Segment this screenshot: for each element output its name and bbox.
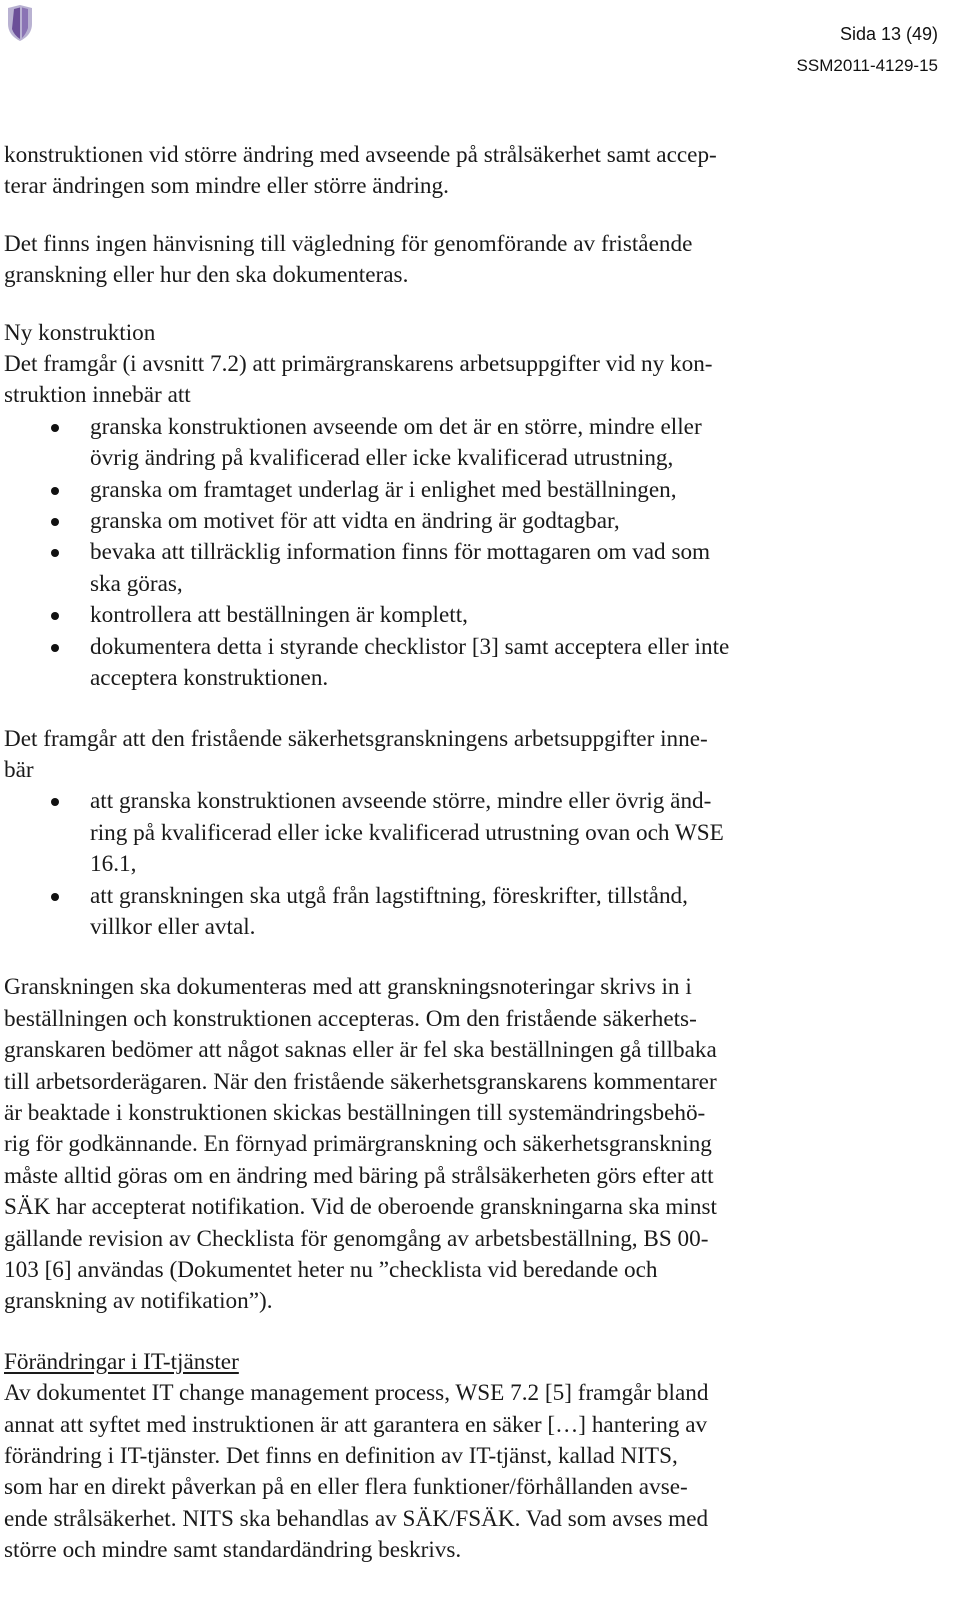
bullet-icon [51, 798, 59, 806]
text-line: terar ändringen som mindre eller större ändring. [4, 173, 449, 200]
list-item [4, 786, 834, 880]
bullet-icon [51, 424, 59, 432]
text-line: struktion innebär att [4, 382, 191, 409]
text-line: som har en direkt påverkan på en eller flera funktioner/förhållanden avse- [4, 1474, 688, 1501]
text-line: dokumentera detta i styrande checklistor [3] samt acceptera eller inte [90, 633, 730, 660]
text-line: att granskningen ska utgå från lagstiftning, föreskrifter, tillstånd, [90, 882, 688, 909]
page-number: Sida 13 (49) [839, 24, 938, 44]
bullet-icon [51, 549, 59, 557]
list-item [4, 506, 834, 537]
text-line: bevaka att tillräcklig information finns för mottagaren om vad som [90, 539, 711, 566]
text-line: rig för godkännande. En förnyad primärgranskning och säkerhetsgranskning [4, 1131, 712, 1158]
text-line: Det finns ingen hänvisning till vägledning för genomförande av fristående [4, 230, 693, 257]
paragraph-3 [4, 349, 834, 412]
text-line: förändring i IT-tjänster. Det finns en definition av IT-tjänst, kallad NITS, [4, 1443, 678, 1470]
text-line: villkor eller avtal. [90, 913, 256, 940]
bullet-icon [51, 893, 59, 901]
text-line: konstruktionen vid större ändring med avseende på strålsäkerhet samt accep- [4, 142, 717, 168]
text-line: granska om framtaget underlag är i enlighet med beställningen, [90, 476, 677, 503]
list-item [4, 412, 834, 475]
paragraph-1 [4, 140, 834, 203]
text-line: att granska konstruktionen avseende större, mindre eller övrig änd- [90, 788, 712, 815]
list-item [4, 632, 834, 695]
text-line: ende strålsäkerhet. NITS ska behandlas av SÄK/FSÄK. Vad som avses med [4, 1505, 709, 1532]
section-heading-it-changes: Förändringar i IT-tjänster [4, 1348, 239, 1375]
text-line: granska konstruktionen avseende om det är en större, mindre eller [90, 413, 702, 440]
text-line: Det framgår (i avsnitt 7.2) att primärgranskarens arbetsuppgifter vid ny kon- [4, 351, 713, 378]
list-item [4, 600, 834, 631]
bullet-icon [51, 612, 59, 620]
text-line: kontrollera att beställningen är komplett, [90, 602, 468, 629]
text-line: acceptera konstruktionen. [90, 665, 329, 692]
bullet-icon [51, 518, 59, 526]
text-line: granskning av notifikation”). [4, 1288, 273, 1315]
text-line: större och mindre samt standardändring beskrivs. [4, 1537, 462, 1564]
text-line: måste alltid göras om en ändring med bäring på strålsäkerheten görs efter att [4, 1162, 714, 1189]
text-line: annat att syftet med instruktionen är att garantera en säker […] hantering av [4, 1411, 708, 1438]
text-line: granskning eller hur den ska dokumenteras. [4, 262, 409, 289]
page-header [797, 22, 938, 79]
text-line: övrig ändring på kvalificerad eller icke kvalificerad utrustning, [90, 445, 674, 472]
safety-review-task-list [4, 786, 834, 943]
text-line: Granskningen ska dokumenteras med att granskningsnoteringar skrivs in i [4, 974, 692, 1001]
text-line: Av dokumentet IT change management process, WSE 7.2 [5] framgår bland [4, 1380, 709, 1407]
primary-review-task-list [4, 412, 834, 695]
paragraph-6 [4, 1378, 834, 1566]
text-line: granska om motivet för att vidta en ändring är godtagbar, [90, 508, 620, 535]
text-line: 103 [6] användas (Dokumentet heter nu ”checklista vid beredande och [4, 1257, 658, 1283]
text-line: Det framgår att den fristående säkerhetsgranskningens arbetsuppgifter inne- [4, 725, 708, 752]
text-line: till arbetsorderägaren. När den fristående säkerhetsgranskarens kommentarer [4, 1068, 717, 1095]
paragraph-5 [4, 972, 834, 1317]
list-item [4, 537, 834, 600]
bullet-icon [51, 487, 59, 495]
section-heading-new-construction: Ny konstruktion [4, 319, 156, 346]
text-line: 16.1, [90, 851, 137, 878]
bullet-icon [51, 644, 59, 652]
organization-logo [6, 4, 34, 42]
text-line: beställningen och konstruktionen accepteras. Om den fristående säkerhets- [4, 1005, 697, 1032]
list-item [4, 475, 834, 506]
text-line: gällande revision av Checklista för genomgång av arbetsbeställning, BS 00- [4, 1225, 709, 1252]
text-line: ring på kvalificerad eller icke kvalificerad utrustning ovan och WSE [90, 819, 724, 846]
text-line: är beaktade i konstruktionen skickas beställningen till systemändringsbehö- [4, 1099, 706, 1126]
list-item [4, 881, 834, 944]
document-id: SSM2011-4129-15 [796, 56, 938, 75]
text-line: bär [4, 756, 34, 783]
document-body [4, 140, 834, 1567]
text-line: granskaren bedömer att något saknas eller är fel ska beställningen gå tillbaka [4, 1037, 717, 1064]
paragraph-2 [4, 229, 834, 292]
text-line: SÄK har accepterat notifikation. Vid de oberoende granskningarna ska minst [4, 1194, 717, 1221]
text-line: ska göras, [90, 570, 183, 597]
paragraph-4 [4, 724, 834, 787]
